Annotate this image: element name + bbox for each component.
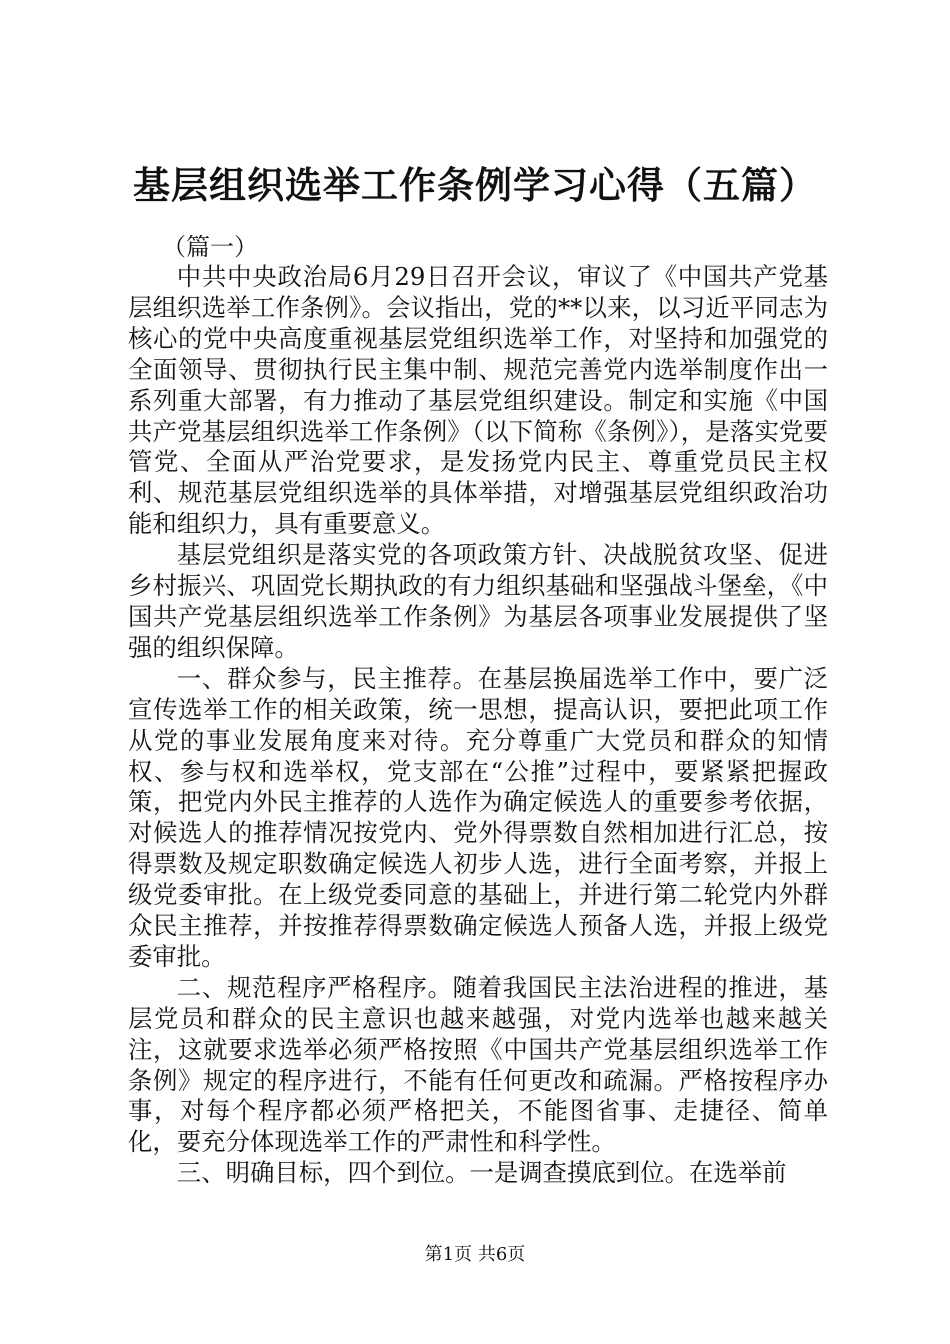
- paragraph-point-two: 二、规范程序严格程序。随着我国民主法治进程的推进，基层党员和群众的民主意识也越来越强，对党内选举也越来越关注，这就要求选举必须严格按照《中国共产党基层组织选举工作条例》规定的程序进行，不能有任何更改和疏漏。严格按程序办事，对每个程序都必须严格把关，不能图省事、走捷径、简单化，要充分体现选举工作的严肃性和科学性。: [128, 972, 828, 1157]
- document-body: [128, 262, 828, 1189]
- paragraph-intro: 中共中央政治局6月29日召开会议，审议了《中国共产党基层组织选举工作条例》。会议指出，党的**以来，以习近平同志为核心的党中央高度重视基层党组织选举工作，对坚持和加强党的全面领导、贯彻执行民主集中制、规范完善党内选举制度作出一系列重大部署，有力推动了基层党组织建设。制定和实施《中国共产党基层组织选举工作条例》（以下简称《条例》），是落实党要管党、全面从严治党要求，是发扬党内民主、尊重党员民主权利、规范基层党组织选举的具体举措，对增强基层党组织政治功能和组织力，具有重要意义。: [128, 262, 828, 539]
- page-footer: 第1页 共6页: [424, 1244, 526, 1265]
- paragraph-point-one: 一、群众参与，民主推荐。在基层换届选举工作中，要广泛宣传选举工作的相关政策，统一思想，提高认识，要把此项工作从党的事业发展角度来对待。充分尊重广大党员和群众的知情权、参与权和选举权，党支部在“公推”过程中，要紧紧把握政策，把党内外民主推荐的人选作为确定候选人的重要参考依据，对候选人的推荐情况按党内、党外得票数自然相加进行汇总，按得票数及规定职数确定候选人初步人选，进行全面考察，并报上级党委审批。在上级党委同意的基础上，并进行第二轮党内外群众民主推荐，并按推荐得票数确定候选人预备人选，并报上级党委审批。: [128, 663, 828, 971]
- paragraph-point-three: 三、明确目标，四个到位。一是调查摸底到位。在选举前: [176, 1158, 787, 1188]
- section-label: （篇一）: [162, 233, 258, 261]
- paragraph-foundation: 基层党组织是落实党的各项政策方针、决战脱贫攻坚、促进乡村振兴、巩固党长期执政的有力组织基础和坚强战斗堡垒，《中国共产党基层组织选举工作条例》为基层各项事业发展提供了坚强的组织保障。: [128, 540, 828, 662]
- document-title: 基层组织选举工作条例学习心得（五篇）: [133, 164, 817, 207]
